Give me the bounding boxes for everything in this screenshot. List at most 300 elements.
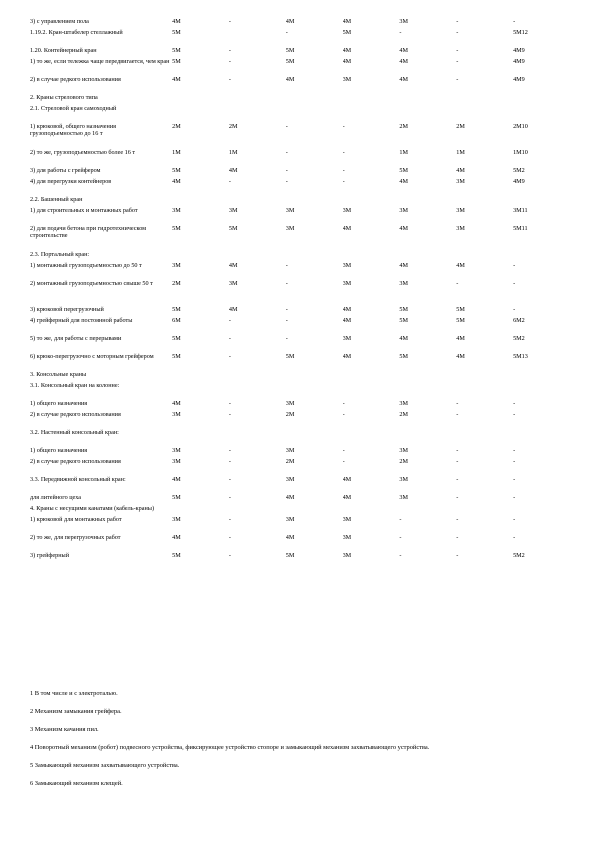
value-cell: 3М [399, 400, 409, 407]
value-cell [399, 429, 456, 447]
value-cell: 3М11 [513, 207, 528, 214]
value-cell [343, 196, 400, 207]
value-cell: - [513, 516, 516, 523]
value-cell: 3М [342, 516, 352, 523]
value-cell: - [285, 317, 288, 324]
value-cell [286, 196, 343, 207]
table-row [30, 447, 570, 458]
value-cell [399, 94, 456, 105]
row-label-cell: 3. Консольные краны [30, 371, 87, 378]
value-cell [456, 94, 513, 105]
row-label-cell: 1) то же, если тележка чаще передвигается, чем кран [30, 58, 170, 65]
table-row [30, 196, 570, 207]
value-cell [399, 382, 456, 400]
value-cell: 3М [285, 225, 295, 232]
value-cell [343, 105, 400, 123]
row-label-cell: для литейного цеха [30, 494, 81, 501]
value-cell: - [456, 458, 459, 465]
table-row [30, 476, 570, 494]
value-cell: 3М [172, 447, 181, 454]
value-cell: 4М [456, 262, 465, 269]
value-cell: - [342, 458, 345, 465]
row-label-cell: 4. Краны с несущими канатами (кабель-краны) [30, 505, 155, 512]
value-cell: 4М [228, 167, 238, 174]
value-cell: 4М [172, 476, 181, 483]
value-cell: 4М [399, 47, 409, 54]
value-cell: 3М [342, 280, 352, 287]
value-cell: - [456, 18, 459, 25]
value-cell: - [228, 494, 231, 501]
table-row [30, 47, 570, 58]
value-cell [286, 94, 343, 105]
table-row [30, 225, 570, 251]
value-cell: 3М [399, 207, 409, 214]
row-label-cell: 1) крюковой для монтажных работ [30, 516, 122, 523]
value-cell [399, 105, 456, 123]
value-cell [399, 505, 456, 516]
value-cell: 4М [285, 76, 295, 83]
row-label-cell: 2) то же, для перегрузочных работ [30, 534, 121, 541]
table-row [30, 280, 570, 306]
value-cell: - [228, 458, 231, 465]
value-cell: 3М [342, 207, 352, 214]
value-cell: 5М [399, 167, 409, 174]
value-cell [343, 371, 400, 382]
value-cell: 2М [456, 123, 465, 130]
table-row [30, 552, 570, 563]
value-cell: 5М [172, 306, 181, 313]
value-cell: 3М [342, 552, 352, 559]
value-cell: - [285, 178, 288, 185]
value-cell [172, 382, 229, 400]
value-cell [399, 251, 456, 262]
footnote: 2 Механизм замыкания грейфера. [30, 708, 122, 715]
value-cell [229, 382, 286, 400]
value-cell [513, 371, 570, 382]
row-label-cell: 1) для строительных и монтажных работ [30, 207, 138, 214]
value-cell [172, 505, 229, 516]
value-cell: - [513, 280, 516, 287]
value-cell: - [342, 411, 345, 418]
value-cell: - [513, 306, 516, 313]
value-cell: - [228, 552, 231, 559]
value-cell [172, 196, 229, 207]
value-cell: 4М [342, 18, 352, 25]
value-cell: 3М [228, 280, 238, 287]
value-cell: 5М [285, 47, 295, 54]
value-cell: - [513, 458, 516, 465]
table-row [30, 29, 570, 47]
value-cell [286, 429, 343, 447]
value-cell: 4М [285, 18, 295, 25]
table-row [30, 505, 570, 516]
row-label-cell: 2. Краны стрелового типа [30, 94, 98, 101]
value-cell: - [228, 400, 231, 407]
value-cell: - [513, 411, 516, 418]
value-cell: 5М12 [513, 29, 528, 36]
value-cell [229, 429, 286, 447]
table-row [30, 178, 570, 196]
value-cell [399, 196, 456, 207]
value-cell [343, 94, 400, 105]
value-cell: 5М [172, 167, 181, 174]
value-cell: - [513, 494, 516, 501]
row-label-cell: 1.20. Контейнерный кран [30, 47, 97, 54]
value-cell: - [456, 447, 459, 454]
row-label-cell: 3) грейферный [30, 552, 70, 559]
row-label-cell: 4) грейферный для постоянной работы [30, 317, 133, 324]
table-row [30, 123, 570, 149]
table-row [30, 494, 570, 505]
value-cell: 4М [399, 335, 409, 342]
value-cell [172, 371, 229, 382]
value-cell: 4М [172, 400, 181, 407]
value-cell: 3М [172, 411, 181, 418]
value-cell: 3М [456, 225, 465, 232]
value-cell [513, 505, 570, 516]
row-label-cell: 2) то же, грузоподъемностью более 16 т [30, 149, 136, 156]
value-cell: 5М [399, 353, 409, 360]
value-cell: 5М [172, 353, 181, 360]
value-cell: 3М [285, 400, 295, 407]
value-cell: 4М [342, 225, 352, 232]
value-cell: - [513, 400, 516, 407]
table-row [30, 167, 570, 178]
row-label-cell: 2) в случае редкого использования [30, 76, 121, 83]
value-cell: 4М [342, 494, 352, 501]
value-cell [343, 382, 400, 400]
value-cell: 5М [172, 225, 181, 232]
value-cell: 6М2 [513, 317, 525, 324]
value-cell: 4М [399, 58, 409, 65]
table-row [30, 400, 570, 411]
value-cell: 3М [228, 207, 238, 214]
value-cell: - [456, 494, 459, 501]
value-cell: 3М [172, 262, 181, 269]
value-cell: 3М [342, 262, 352, 269]
value-cell [513, 382, 570, 400]
value-cell: - [285, 123, 288, 130]
value-cell: 4М [172, 18, 181, 25]
value-cell: 2М [228, 123, 238, 130]
value-cell: 3М [285, 516, 295, 523]
value-cell: 3М [172, 516, 181, 523]
value-cell [172, 251, 229, 262]
row-label-cell: 2.1. Стреловой кран самоходный [30, 105, 117, 112]
value-cell [456, 105, 513, 123]
footnotes [30, 690, 565, 798]
value-cell: 4М [342, 58, 352, 65]
value-cell: - [285, 149, 288, 156]
value-cell: - [399, 516, 402, 523]
value-cell: - [228, 476, 231, 483]
row-label-cell: 1) общего назначения [30, 400, 88, 407]
footnote: 6 Замыкающий механизм клещей. [30, 780, 123, 787]
value-cell: - [228, 534, 231, 541]
value-cell [229, 29, 286, 47]
value-cell: 6М [172, 317, 181, 324]
value-cell: 4М [342, 476, 352, 483]
value-cell: 5М [172, 58, 181, 65]
table-row [30, 149, 570, 167]
value-cell: 3М [399, 447, 409, 454]
value-cell: 3М [399, 280, 409, 287]
value-cell: 5М2 [513, 167, 525, 174]
value-cell: - [513, 262, 516, 269]
value-cell: - [342, 400, 345, 407]
table-row [30, 262, 570, 280]
row-label-cell: 2) в случае редкого использования [30, 411, 121, 418]
value-cell: 4М9 [513, 58, 525, 65]
row-label-cell: 3.1. Консольный кран на колонне: [30, 382, 120, 389]
value-cell: 4М [228, 306, 238, 313]
value-cell [513, 251, 570, 262]
value-cell [456, 251, 513, 262]
value-cell: - [228, 353, 231, 360]
value-cell: - [342, 149, 345, 156]
table-row [30, 429, 570, 447]
value-cell: 2М [399, 458, 409, 465]
value-cell: 4М [285, 534, 295, 541]
value-cell: 3М [172, 207, 181, 214]
value-cell: - [342, 123, 345, 130]
row-label-cell: 3.3. Передвижной консольный кран: [30, 476, 126, 483]
value-cell: - [228, 447, 231, 454]
value-cell: 5М11 [513, 225, 528, 232]
value-cell: - [399, 552, 402, 559]
value-cell: - [456, 47, 459, 54]
value-cell: 5М [285, 58, 295, 65]
value-cell: 4М [399, 262, 409, 269]
value-cell: - [285, 335, 288, 342]
value-cell: - [285, 262, 288, 269]
value-cell: 2М [399, 411, 409, 418]
value-cell: 1М [172, 149, 181, 156]
value-cell: - [456, 411, 459, 418]
table-row [30, 251, 570, 262]
value-cell: 4М [172, 534, 181, 541]
value-cell: 2М [285, 411, 295, 418]
row-label-cell: 6) крюко-перегрузочно с моторным грейфером [30, 353, 154, 360]
value-cell [286, 382, 343, 400]
value-cell: 4М [456, 353, 465, 360]
value-cell: - [285, 306, 288, 313]
value-cell: 5М13 [513, 353, 528, 360]
value-cell [286, 371, 343, 382]
value-cell: 3М [172, 458, 181, 465]
value-cell [456, 196, 513, 207]
value-cell: - [285, 167, 288, 174]
value-cell: 5М [399, 306, 409, 313]
table-row [30, 306, 570, 317]
value-cell: 4М [172, 178, 181, 185]
value-cell: 5М [172, 552, 181, 559]
value-cell: 4М [399, 178, 409, 185]
row-label-cell: 4) для перегрузки контейнеров [30, 178, 112, 185]
value-cell: - [228, 317, 231, 324]
value-cell: 4М [456, 335, 465, 342]
value-cell [343, 251, 400, 262]
value-cell: 5М [172, 47, 181, 54]
value-cell: 1М [399, 149, 409, 156]
row-label-cell: 1) крюковой, общего назначения грузоподъемностью до 16 т [30, 123, 117, 138]
value-cell: - [456, 76, 459, 83]
value-cell [286, 105, 343, 123]
row-label-cell: 3) с управлением пола [30, 18, 89, 25]
value-cell: 4М [342, 353, 352, 360]
value-cell [343, 505, 400, 516]
value-cell: - [285, 29, 288, 36]
table-row [30, 207, 570, 225]
value-cell: - [228, 516, 231, 523]
value-cell: - [228, 411, 231, 418]
value-cell: 5М [172, 335, 181, 342]
value-cell [456, 429, 513, 447]
value-cell: 3М [285, 447, 295, 454]
value-cell: 4М [342, 47, 352, 54]
value-cell [456, 505, 513, 516]
table-row [30, 516, 570, 534]
value-cell: - [513, 447, 516, 454]
value-cell [343, 429, 400, 447]
table-row [30, 411, 570, 429]
value-cell: - [285, 280, 288, 287]
table-row [30, 18, 570, 29]
table-row [30, 534, 570, 552]
value-cell [229, 251, 286, 262]
row-label-cell: 2) монтажный грузоподъемностью свыше 50 т [30, 280, 153, 287]
value-cell: 3М [342, 76, 352, 83]
value-cell: 4М [399, 225, 409, 232]
footnote: 4 Поворотный механизм (робот) подвесного устройства, фиксирующее устройство стопоре и замыкающий механизм захватывающего устройства. [30, 744, 430, 751]
row-label-cell: 3) для работы с грейфером [30, 167, 101, 174]
row-label-cell: 2.2. Башенный кран [30, 196, 83, 203]
value-cell: 5М [172, 29, 181, 36]
value-cell [513, 196, 570, 207]
row-label-cell: 2) для подачи бетона при гидротехническом строительстве [30, 225, 147, 240]
value-cell [229, 505, 286, 516]
value-cell: - [513, 18, 516, 25]
value-cell: 5М [172, 494, 181, 501]
value-cell: 3М [285, 207, 295, 214]
value-cell: - [228, 178, 231, 185]
value-cell: 4М [399, 76, 409, 83]
row-label-cell: 3.2. Настенный консольный кран: [30, 429, 119, 436]
table-row [30, 353, 570, 371]
table-row [30, 458, 570, 476]
value-cell [513, 105, 570, 123]
value-cell [456, 382, 513, 400]
value-cell [229, 94, 286, 105]
value-cell: - [342, 447, 345, 454]
row-label-cell: 2) в случае редкого использования [30, 458, 121, 465]
table-body [30, 18, 570, 563]
value-cell: - [456, 516, 459, 523]
value-cell: 4М [228, 262, 238, 269]
value-cell: - [513, 476, 516, 483]
row-label-cell: 1.19.2. Кран-штабелер стеллажный [30, 29, 123, 36]
value-cell: 4М [172, 76, 181, 83]
value-cell: 4М [342, 317, 352, 324]
table-row [30, 371, 570, 382]
value-cell: 4М [342, 306, 352, 313]
footnote: 1 В том числе и с электроталью. [30, 690, 118, 697]
value-cell [172, 105, 229, 123]
value-cell: 5М [456, 317, 465, 324]
value-cell: - [228, 335, 231, 342]
value-cell [229, 371, 286, 382]
table-row [30, 94, 570, 105]
value-cell: 3М [342, 534, 352, 541]
row-label-cell: 1) общего назначения [30, 447, 88, 454]
value-cell [399, 371, 456, 382]
crane-classification-table [30, 18, 570, 563]
value-cell: 3М [456, 207, 465, 214]
value-cell: - [228, 47, 231, 54]
value-cell: 5М [399, 317, 409, 324]
value-cell: - [228, 58, 231, 65]
value-cell: 3М [342, 335, 352, 342]
value-cell: 2М10 [513, 123, 528, 130]
value-cell: 5М [285, 552, 295, 559]
value-cell: 4М9 [513, 76, 525, 83]
value-cell: - [228, 18, 231, 25]
value-cell: - [228, 76, 231, 83]
row-label-cell: 2.3. Портальный кран: [30, 251, 90, 258]
value-cell: - [399, 534, 402, 541]
value-cell: 3М [399, 476, 409, 483]
value-cell [456, 371, 513, 382]
value-cell: - [456, 476, 459, 483]
value-cell: - [456, 58, 459, 65]
value-cell: 5М [228, 225, 238, 232]
value-cell [286, 251, 343, 262]
value-cell: - [456, 400, 459, 407]
row-label-cell: 1) монтажный грузоподъемностью до 50 т [30, 262, 142, 269]
row-label-cell: 3) крюковой перегрузочный [30, 306, 104, 313]
value-cell: 4М [456, 167, 465, 174]
value-cell [513, 429, 570, 447]
value-cell: 4М9 [513, 47, 525, 54]
value-cell: 3М [399, 18, 409, 25]
value-cell: 4М [285, 494, 295, 501]
value-cell: 3М [399, 494, 409, 501]
value-cell: 2М [172, 280, 181, 287]
value-cell: 2М [285, 458, 295, 465]
row-label-cell: 5) то же, для работы с перерывами [30, 335, 122, 342]
table-row [30, 382, 570, 400]
value-cell: 3М [456, 178, 465, 185]
value-cell: 5М2 [513, 552, 525, 559]
value-cell: 5М [456, 306, 465, 313]
value-cell [286, 505, 343, 516]
value-cell: 5М [285, 353, 295, 360]
value-cell: 2М [399, 123, 409, 130]
value-cell: - [342, 178, 345, 185]
value-cell: - [513, 534, 516, 541]
value-cell [172, 94, 229, 105]
footnote: 5 Замыкающий механизм захватывающего устройства. [30, 762, 180, 769]
value-cell: - [456, 280, 459, 287]
value-cell: 5М2 [513, 335, 525, 342]
table-row [30, 105, 570, 123]
value-cell [513, 94, 570, 105]
value-cell: - [342, 167, 345, 174]
value-cell: - [456, 534, 459, 541]
value-cell: - [399, 29, 402, 36]
value-cell [172, 429, 229, 447]
value-cell: 2М [172, 123, 181, 130]
